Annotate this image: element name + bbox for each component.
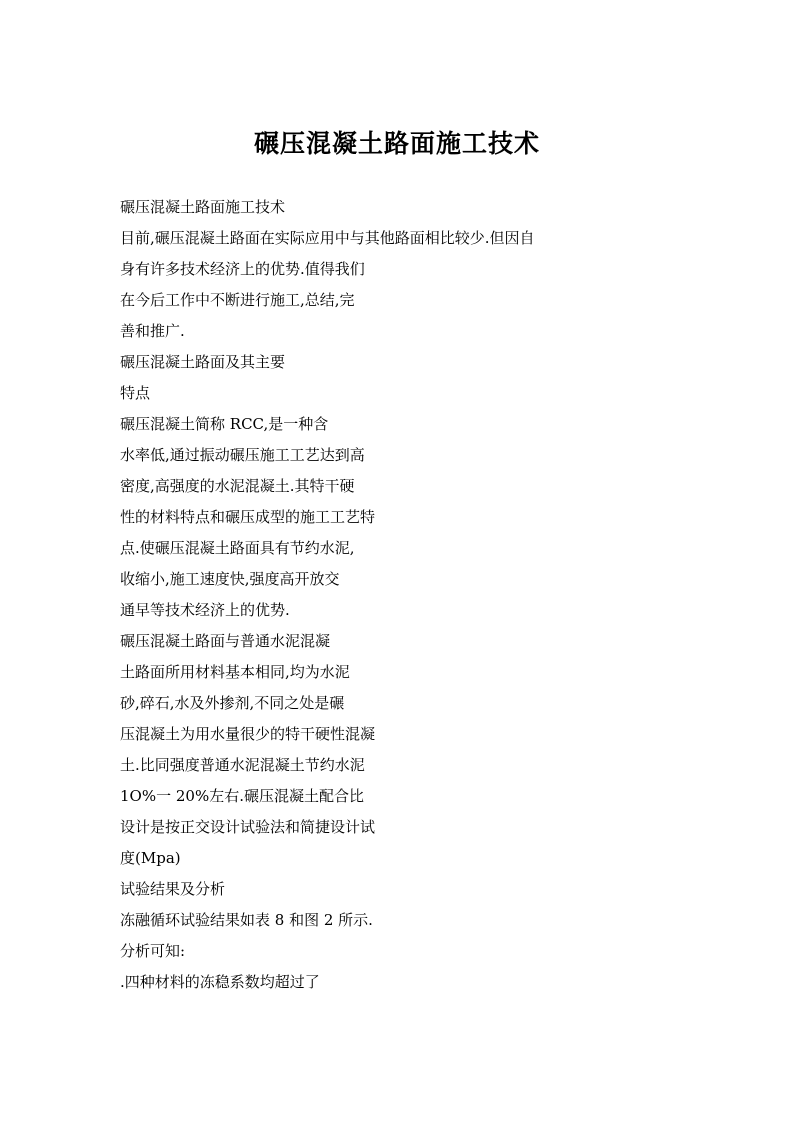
body-line: 特点 bbox=[120, 384, 151, 402]
body-line: 度(Mpa) bbox=[120, 849, 181, 867]
body-line: 土路面所用材料基本相同,均为水泥 bbox=[120, 663, 350, 681]
body-line: 碾压混凝土简称 RCC,是一种含 bbox=[120, 415, 329, 433]
body-line: 善和推广. bbox=[120, 322, 185, 340]
body-line: 砂,碎石,水及外掺剂,不同之处是碾 bbox=[120, 694, 345, 712]
document-title: 碾压混凝土路面施工技术 bbox=[253, 129, 540, 158]
body-line: 土.比同强度普通水泥混凝土节约水泥 bbox=[120, 756, 365, 774]
body-line: 性的材料特点和碾压成型的施工工艺特 bbox=[120, 508, 376, 526]
body-line: 1O%一 20%左右.碾压混凝土配合比 bbox=[120, 787, 364, 805]
body-line: 碾压混凝土路面施工技术 bbox=[120, 198, 286, 216]
body-line: 碾压混凝土路面与普通水泥混凝 bbox=[120, 632, 331, 650]
body-line: 设计是按正交设计试验法和简捷设计试 bbox=[120, 818, 376, 836]
body-line: 通早等技术经济上的优势. bbox=[120, 601, 290, 619]
document-body bbox=[120, 192, 680, 998]
body-line: 压混凝土为用水量很少的特干硬性混凝 bbox=[120, 725, 376, 743]
body-line: 点.使碾压混凝土路面具有节约水泥, bbox=[120, 539, 355, 557]
body-line: 目前,碾压混凝土路面在实际应用中与其他路面相比较少.但因自 bbox=[120, 229, 535, 247]
body-line: 收缩小,施工速度快,强度高开放交 bbox=[120, 570, 340, 588]
body-line: 密度,高强度的水泥混凝土.其特干硬 bbox=[120, 477, 355, 495]
body-line: 水率低,通过振动碾压施工工艺达到高 bbox=[120, 446, 365, 464]
body-line: 试验结果及分析 bbox=[120, 880, 226, 898]
body-line: 身有许多技术经济上的优势.值得我们 bbox=[120, 260, 365, 278]
body-line: 在今后工作中不断进行施工,总结,完 bbox=[120, 291, 355, 309]
body-line: .四种材料的冻稳系数均超过了 bbox=[120, 973, 320, 991]
body-line: 冻融循环试验结果如表 8 和图 2 所示. bbox=[120, 911, 373, 929]
body-line: 碾压混凝土路面及其主要 bbox=[120, 353, 286, 371]
body-line: 分析可知: bbox=[120, 942, 186, 960]
